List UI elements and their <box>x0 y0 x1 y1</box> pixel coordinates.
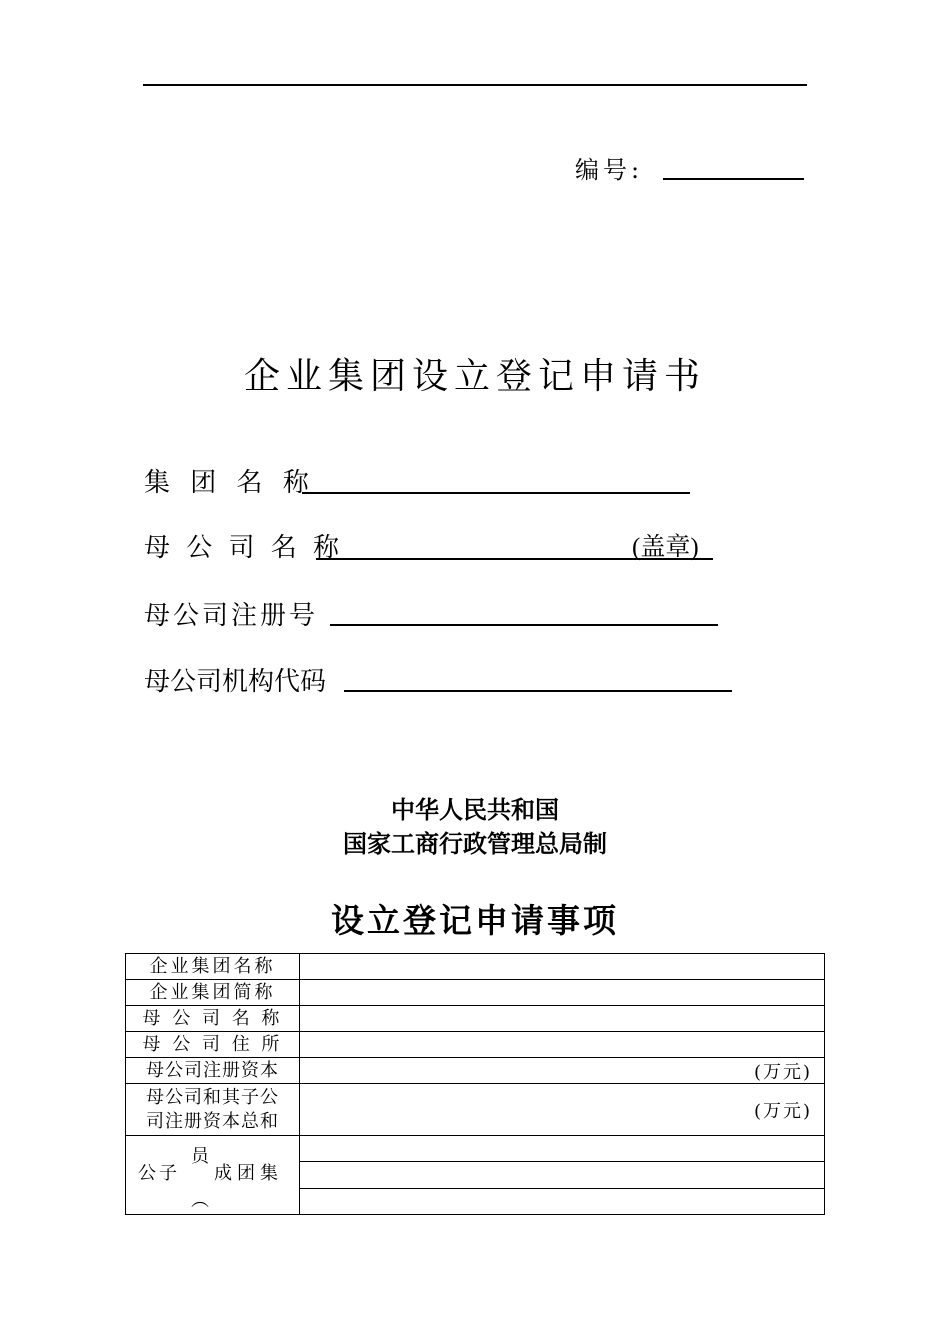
number-input-line[interactable] <box>663 178 804 180</box>
document-title: 企业集团设立登记申请书 <box>243 356 706 397</box>
field-label: 母公司机构代码 <box>144 667 327 697</box>
row-value-cell[interactable] <box>300 1136 825 1162</box>
row-label-line-1: 母公司和其子公 <box>146 1086 279 1108</box>
row-label-line-2: 司注册资本总和 <box>146 1110 279 1132</box>
issuer-line-1: 中华人民共和国 <box>391 796 559 824</box>
field-label: 集 团 名 称 <box>144 468 315 498</box>
member-companies-label <box>126 1136 300 1215</box>
field-parent-reg-no <box>144 595 318 632</box>
number-label: 编号: <box>575 156 644 184</box>
table-row <box>126 1136 825 1162</box>
parent-reg-no-line[interactable] <box>330 624 718 626</box>
table-row <box>126 1006 825 1032</box>
row-value-cell[interactable] <box>300 1188 825 1214</box>
seal-note: (盖章) <box>632 534 699 561</box>
unit-label: (万元) <box>753 1100 812 1122</box>
member-label-right: 成团集 <box>214 1163 283 1184</box>
row-value-cell[interactable] <box>300 1162 825 1188</box>
parent-org-code-line[interactable] <box>344 690 732 692</box>
row-label: 母公司注册资本 <box>126 1058 300 1084</box>
field-label: 母 公 司 名 称 <box>144 533 344 563</box>
row-label: 企业集团简称 <box>126 980 300 1006</box>
member-label-bottom: ︵ <box>191 1190 212 1211</box>
table-row <box>126 1058 825 1084</box>
field-parent-org-code <box>144 661 326 698</box>
row-label: 企业集团名称 <box>126 954 300 980</box>
member-label-left: 公子 <box>138 1163 180 1184</box>
group-name-line[interactable] <box>302 492 690 494</box>
table-row <box>126 1032 825 1058</box>
field-group-name <box>144 462 315 499</box>
row-value-cell[interactable] <box>300 1032 825 1058</box>
table-row <box>126 980 825 1006</box>
unit-label: (万元) <box>753 1061 812 1083</box>
table-row <box>126 954 825 980</box>
application-items-table <box>125 953 825 1215</box>
member-label-top: 员 <box>191 1146 212 1167</box>
issuer-line-2: 国家工商行政管理总局制 <box>343 830 607 858</box>
field-parent-name <box>144 527 699 564</box>
row-value-cell[interactable] <box>300 980 825 1006</box>
field-label: 母公司注册号 <box>144 601 319 631</box>
row-label: 母 公 司 名 称 <box>126 1006 300 1032</box>
top-rule <box>143 84 807 86</box>
row-value-cell[interactable] <box>300 1058 825 1084</box>
table-row <box>126 1084 825 1136</box>
row-value-cell[interactable] <box>300 1084 825 1136</box>
row-label <box>126 1084 300 1136</box>
row-value-cell[interactable] <box>300 1006 825 1032</box>
row-value-cell[interactable] <box>300 954 825 980</box>
row-label: 母 公 司 住 所 <box>126 1032 300 1058</box>
section-title: 设立登记申请事项 <box>331 901 619 940</box>
